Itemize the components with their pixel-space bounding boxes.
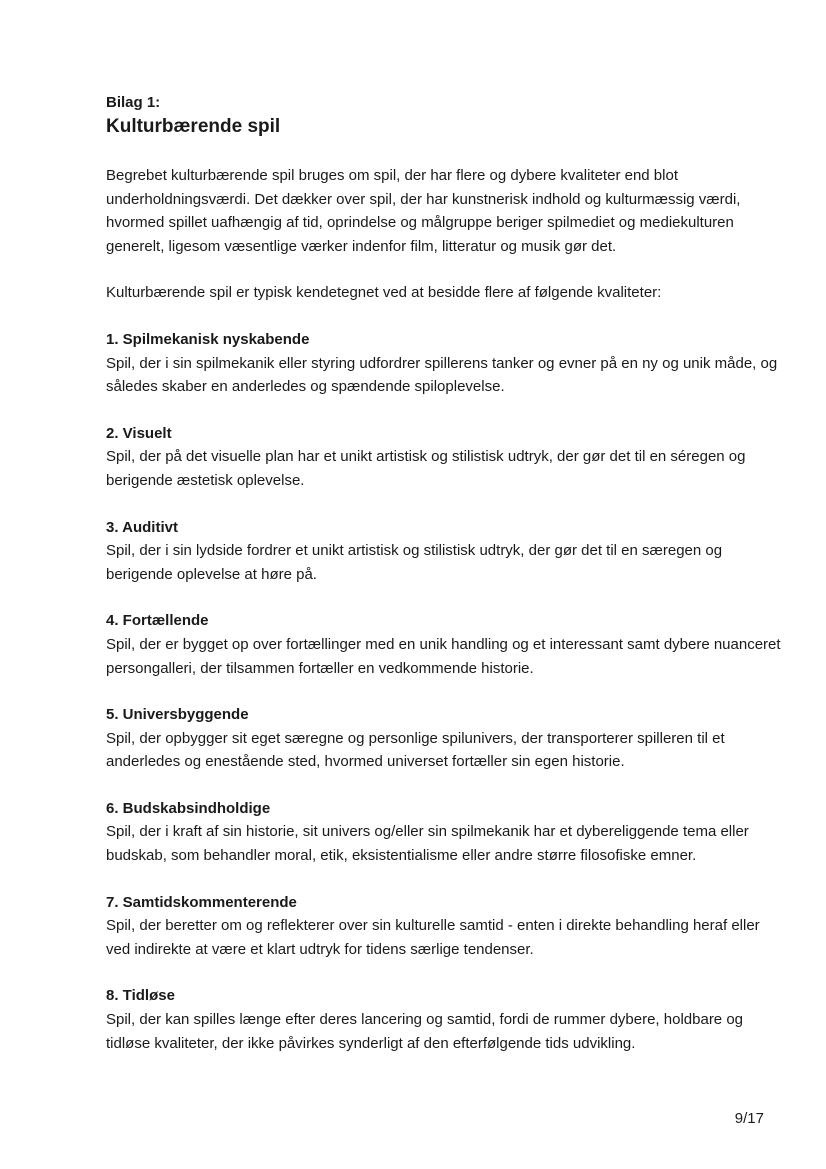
section-text: Spil, der i sin spilmekanik eller styring udfordrer spillerens tanker og evner på en ny og unik måde, og således skaber en anderledes og spændende spiloplevelse.	[106, 354, 778, 396]
section-text: Spil, der i kraft af sin historie, sit univers og/eller sin spilmekanik har et dybereliggende tema eller budskab, som behandler moral, etik, eksistentialisme eller andre større filosofiske emner.	[106, 823, 749, 865]
section-text: Spil, der opbygger sit eget særegne og personlige spilunivers, der transporterer spilleren til et anderledes og enestående sted, hvormed universet fortæller sin egen historie.	[106, 729, 725, 771]
section-text: Spil, der er bygget op over fortællinger med en unik handling og et interessant samt dybere nuanceret persongalleri, der tilsammen fortæller en vedkommende historie.	[106, 635, 781, 677]
section-title: 2. Visuelt	[106, 424, 172, 442]
section-spilmekanisk	[106, 328, 786, 399]
section-title: 7. Samtidskommenterende	[106, 893, 297, 911]
section-title: 5. Universbyggende	[106, 706, 249, 724]
page-number: 9/17	[734, 1110, 764, 1127]
section-samtidskommenterende	[106, 891, 786, 962]
section-auditivt	[106, 516, 786, 587]
section-text: Spil, der kan spilles længe efter deres lancering og samtid, fordi de rummer dybere, holdbare og tidløse kvaliteter, der ikke påvirkes synderligt af den efterfølgende tids udvikling.	[106, 1011, 744, 1052]
section-text: Spil, der på det visuelle plan har et unikt artistisk og stilistisk udtryk, der gør det til en séregen og berigende æstetisk oplevelse.	[106, 448, 746, 489]
section-text: Spil, der beretter om og reflekterer over sin kulturelle samtid - enten i direkte behandling heraf eller ved indirekte at være et klart udtryk for tidens særlige tendenser.	[106, 917, 760, 958]
document-body	[106, 164, 786, 1078]
lead-paragraph: Kulturbærende spil er typisk kendetegnet ved at besidde flere af følgende kvaliteter:	[106, 284, 662, 302]
section-budskabsindholdige	[106, 797, 786, 868]
page-title: Kulturbærende spil	[106, 116, 281, 137]
section-title: 8. Tidløse	[106, 987, 175, 1005]
section-text: Spil, der i sin lydside fordrer et unikt artistisk og stilistisk udtryk, der gør det til en særegen og berigende oplevelse at høre på.	[106, 542, 723, 583]
section-title: 1. Spilmekanisk nyskabende	[106, 330, 310, 348]
section-title: 6. Budskabsindholdige	[106, 799, 271, 817]
section-visuelt	[106, 422, 786, 493]
section-tidloese	[106, 984, 786, 1055]
section-fortaellende	[106, 609, 786, 680]
appendix-label: Bilag 1:	[106, 94, 161, 111]
section-universbyggende	[106, 703, 786, 774]
intro-paragraph: Begrebet kulturbærende spil bruges om spil, der har flere og dybere kvaliteter end blot underholdningsværdi. Det dækker over spil, der har kunstnerisk indhold og kulturmæssig værdi, hvormed spillet uafhængig af tid, oprindelse og målgruppe beriger spilmediet og mediekulturen generelt, ligesom væsentlige værker indenfor film, litteratur og musik gør det.	[106, 167, 741, 255]
section-title: 3. Auditivt	[106, 518, 178, 536]
section-title: 4. Fortællende	[106, 612, 209, 630]
